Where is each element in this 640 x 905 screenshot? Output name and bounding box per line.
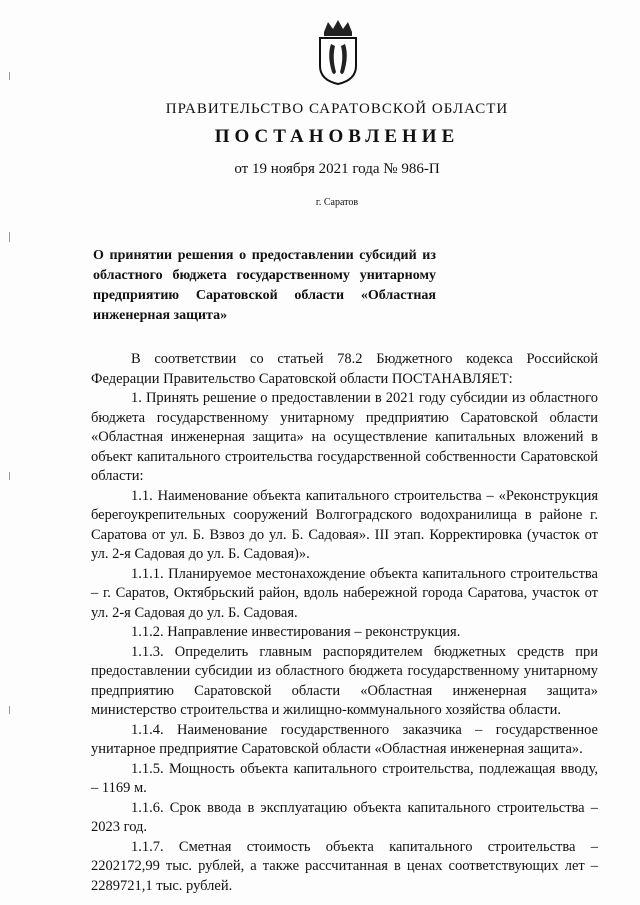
paragraph: 1.1. Наименование объекта капитального строительства – «Реконструкция берегоукрепительных сооружений Волгоградского водохранилища в районе г. Саратова от ул. Б. Взвоз до ул. Б. Садовая». III этап. Корректировка (участок от ул. 2-я Садовая до ул. Б. Садовая)». [91,487,598,562]
document-title: О принятии решения о предоставлении субсидий из областного бюджета государственному унитарному предприятию Саратовской области «Областная инженерная защита» [93,248,436,323]
document-date-number: от 19 ноября 2021 года № 986-П [234,161,440,177]
document-type: ПОСТАНОВЛЕНИЕ [214,126,460,147]
document-city: г. Саратов [315,197,359,208]
paragraph: 1.1.5. Мощность объекта капитального строительства, подлежащая вводу, – 1169 м. [91,760,598,796]
paragraph: 1.1.2. Направление инвестирования – реконструкция. [131,624,461,640]
government-name: ПРАВИТЕЛЬСТВО САРАТОВСКОЙ ОБЛАСТИ [165,101,509,117]
paragraph: 1.1.4. Наименование государственного заказчика – государственное унитарное предприятие Саратовской области «Областная инженерная защита». [91,721,598,757]
paragraph: 1.1.1. Планируемое местонахождение объекта капитального строительства – г. Саратов, Октябрьский район, вдоль набережной города Саратова, участок от ул. 2-я Садовая до ул. Б. Садовая. [91,565,598,621]
coat-of-arms-icon [314,18,362,86]
document-body [91,350,598,896]
scan-artifact [9,232,10,242]
scan-artifact [9,472,10,480]
scan-artifact [9,72,10,80]
paragraph: 1.1.7. Сметная стоимость объекта капитального строительства – 2202172,99 тыс. рублей, а также рассчитанная в ценах соответствующих лет – 2289721,1 тыс. рублей. [91,838,598,894]
paragraph: 1.1.3. Определить главным распорядителем бюджетных средств при предоставлении субсидии из областного бюджета государственному унитарному предприятию Саратовской области «Областная инженерная защита» министерство строительства и жилищно-коммунального хозяйства области. [91,643,598,718]
paragraph: 1. Принять решение о предоставлении в 2021 году субсидии из областного бюджета государственному унитарному предприятию Саратовской области «Областная инженерная защита» на осуществление капитальных вложений в объект капитального строительства государственной собственности Саратовской области: [91,390,598,484]
paragraph: В соответствии со статьей 78.2 Бюджетного кодекса Российской Федерации Правительство Саратовской области ПОСТАНАВЛЯЕТ: [91,351,598,387]
paragraph: 1.1.6. Срок ввода в эксплуатацию объекта капитального строительства – 2023 год. [91,799,598,835]
scan-artifact [9,706,10,714]
